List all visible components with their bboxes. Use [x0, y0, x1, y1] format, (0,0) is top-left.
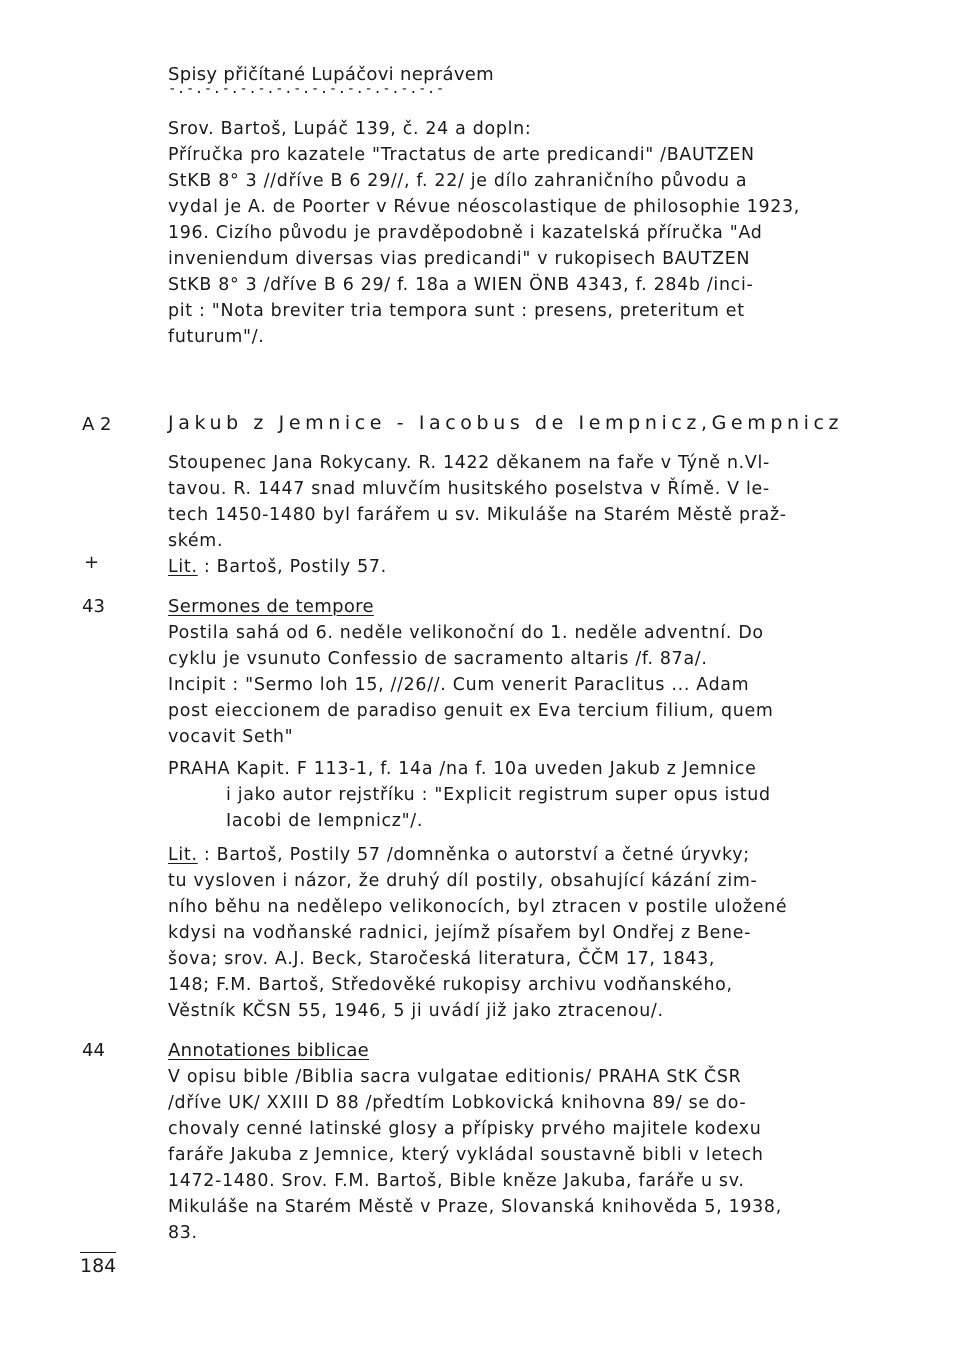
section-title: Spisy přičítané Lupáčovi neprávem: [168, 64, 494, 85]
text-line: cyklu je vsunuto Confessio de sacramento altaris /f. 87a/.: [168, 649, 708, 669]
text-line: kdysi na vodňanské radnici, jejímž písařem byl Ondřej z Bene-: [168, 923, 752, 943]
entry-number: 43: [82, 596, 105, 617]
entry-literature: [168, 842, 876, 1024]
page-number: 184: [80, 1252, 116, 1277]
lit-label: Lit.: [168, 845, 198, 865]
text-line: faráře Jakuba z Jemnice, který vykládal soustavně bibli v letech: [168, 1145, 764, 1165]
text-line: V opisu bible /Biblia sacra vulgatae editionis/ PRAHA StK ČSR: [168, 1067, 742, 1087]
text-line: StKB 8° 3 //dříve B 6 29//, f. 22/ je dílo zahraničního původu a: [168, 171, 748, 191]
entry-title: Sermones de tempore: [168, 596, 374, 617]
text-line: 148; F.M. Bartoš, Středověké rukopisy archivu vodňanského,: [168, 975, 733, 995]
entry-number: 44: [82, 1040, 105, 1061]
section-heading: [168, 64, 888, 96]
text-line: /dříve UK/ XXIII D 88 /předtím Lobkovická knihovna 89/ se do-: [168, 1093, 747, 1113]
text-line: Příručka pro kazatele "Tractatus de arte predicandi" /BAUTZEN: [168, 145, 755, 165]
text-line: i jako autor rejstříku : "Explicit registrum super opus istud: [226, 785, 771, 805]
text-line: [168, 842, 876, 868]
text-line: 83.: [168, 1223, 198, 1243]
text-line: ního běhu na nedělepo velikonocích, byl ztracen v postile uložené: [168, 897, 788, 917]
text-line: Postila sahá od 6. neděle velikonoční do 1. neděle adventní. Do: [168, 623, 764, 643]
entry-title: Annotationes biblicae: [168, 1040, 370, 1061]
author-literature: [168, 554, 876, 580]
author-sigil: A 2: [82, 414, 112, 435]
text-line: 196. Cizího původu je pravděpodobně i kazatelská příručka "Ad: [168, 223, 763, 243]
text-line: šova; srov. A.J. Beck, Staročeská literatura, ČČM 17, 1843,: [168, 949, 716, 969]
section-title-rule: -.-.-.-.-.-.-.-.-.-.-.-.-.-.-.-: [168, 81, 445, 97]
text-line: post eieccionem de paradiso genuit ex Eva tercium filium, quem: [168, 701, 774, 721]
text-line: 1472-1480. Srov. F.M. Bartoš, Bible kněze Jakuba, faráře u sv.: [168, 1171, 745, 1191]
lit-label: Lit.: [168, 557, 198, 577]
author-name: Jakub z Jemnice - Iacobus de Iempnicz,Gempnicz: [168, 412, 844, 434]
text-line: tavou. R. 1447 snad mluvčím husitského poselstva v Římě. V le-: [168, 479, 770, 499]
text-line: ském.: [168, 531, 224, 551]
text-line: Srov. Bartoš, Lupáč 139, č. 24 a dopln:: [168, 119, 532, 139]
text-line: chovaly cenné latinské glosy a přípisky prvého majitele kodexu: [168, 1119, 762, 1139]
text-line: tu vysloven i názor, že druhý díl postily, obsahující kázání zim-: [168, 871, 758, 891]
text-line: pit : "Nota breviter tria tempora sunt : presens, preteritum et: [168, 301, 745, 321]
entry-description: [168, 1064, 876, 1246]
author-bio: [168, 450, 876, 580]
text-line: vydal je A. de Poorter v Révue néoscolastique de philosophie 1923,: [168, 197, 801, 217]
text-line: Věstník KČSN 55, 1946, 5 ji uvádí již jako ztracenou/.: [168, 1001, 664, 1021]
text-line: inveniendum diversas vias predicandi" v rukopisech BAUTZEN: [168, 249, 751, 269]
text-line: vocavit Seth": [168, 727, 294, 747]
text-line: Mikuláše na Starém Městě v Praze, Slovanská knihověda 5, 1938,: [168, 1197, 782, 1217]
text-line: StKB 8° 3 /dříve B 6 29/ f. 18a a WIEN ÖNB 4343, f. 284b /inci-: [168, 275, 754, 295]
intro-paragraph: [168, 116, 876, 350]
manuscript-reference: [168, 756, 876, 834]
text-line: tech 1450-1480 byl farářem u sv. Mikuláše na Starém Městě praž-: [168, 505, 787, 525]
entry-description: [168, 620, 876, 750]
text-line: futurum"/.: [168, 327, 265, 347]
text-line: Stoupenec Jana Rokycany. R. 1422 děkanem na faře v Týně n.Vl-: [168, 453, 771, 473]
lit-text: : Bartoš, Postily 57 /domněnka o autorství a četné úryvky;: [197, 845, 750, 865]
text-line: Iacobi de Iempnicz"/.: [226, 811, 424, 831]
literature-marker: +: [84, 552, 100, 573]
lit-text: : Bartoš, Postily 57.: [197, 557, 387, 577]
text-line: PRAHA Kapit. F 113-1, f. 14a /na f. 10a uveden Jakub z Jemnice: [168, 759, 757, 779]
text-line: Incipit : "Sermo loh 15, //26//. Cum venerit Paraclitus ... Adam: [168, 675, 750, 695]
